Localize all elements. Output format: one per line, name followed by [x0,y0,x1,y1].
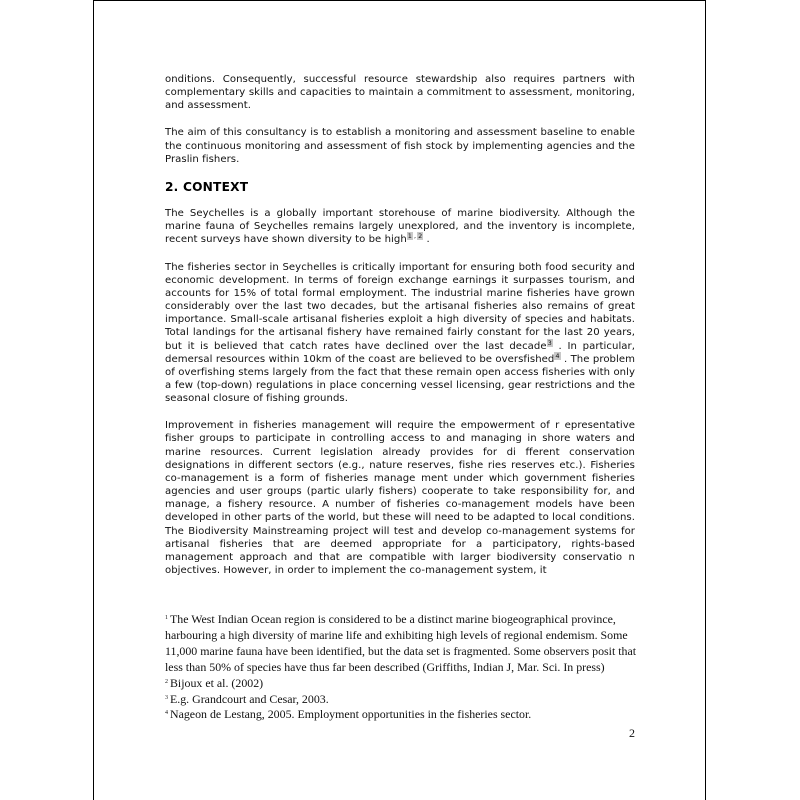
context-p2-part3: . The problem of overfishing stems largely from the fact that these remain open access fisheries with only a few (top-down) regulations in place concerning vessel licensing, gear restrictions and the seasonal closure of fishing grounds. [165,353,635,405]
section-heading: 2. CONTEXT [165,179,249,194]
context-paragraph-1 [165,207,635,246]
footnote-ref-1[interactable]: 1 [407,232,412,241]
context-p2-part1: The fisheries sector in Seychelles is critically important for ensuring both food security and economic development. In terms of foreign exchange earnings it surpasses tourism, and accounts for 15% of total formal employment. The industrial marine fisheries have grown considerably over the last two decades, but the artisanal fisheries also remains of great importance. Small-scale artisanal fisheries exploit a high diversity of species and habitats. Total landings for the artisanal fishery have remained fairly constant for the last 20 years, but it is believed that catch rates have declined over the last decade [165,261,635,352]
context-paragraph-3: Improvement in fisheries management will require the empowerment of r epresentative fisher groups to participate in controlling access to and managing in shore waters and marine resources. Current legislation already provides for di fferent conservation designations in different sectors (e.g., nature reserves, fishe ries reserves etc.). Fisheries co-management is a form of fisheries manage ment under which government fisheries agencies and user groups (partic ularly fishers) cooperate to take responsibility for, and manage, a fishery resource. A number of fisheries co-management models have been developed in other parts of the world, but these will need to be adapted to local conditions. The Biodiversity Mainstreaming project will test and develop co-management systems for artisanal fisheries that are deemed appropriate for a participatory, rights-based management approach and that are compatible with larger biodiversity conservatio n objectives. However, in order to implement the co-management system, it [165,420,635,576]
footnote-3 [165,692,640,708]
intro-paragraph-1: onditions. Consequently, successful resource stewardship also requires partners with complementary skills and capacities to maintain a commitment to assessment, monitoring, and assessment. [165,74,635,112]
page-body [165,73,635,577]
context-p2-part2: . In particular, demersal resources within 10km of the coast are believed to be oversfished [165,340,635,365]
page-number: 2 [629,726,635,740]
footnote-text-1: The West Indian Ocean region is considered to be a distinct marine biogeographical province, harbouring a high diversity of marine life and exhibiting high levels of regional endemism. Some 11,000 marine fauna have been identified, but the data set is fragmented. Some observers posit that less than 50% of species have thus far been described (Griffiths, Indian J, Mar. Sci. In press) [165,612,637,674]
footnote-1 [165,612,640,676]
footnote-text-3: E.g. Grandcourt and Cesar, 2003. [170,691,329,706]
context-p1-end: . [423,234,430,246]
footnote-ref-3[interactable]: 3 [547,338,552,347]
footnotes [165,612,640,723]
context-p1-text: The Seychelles is a globally important storehouse of marine biodiversity. Although the marine fauna of Seychelles remains largely unexplored, and the inventory is incomplete, recent surveys have shown diversity to be high [165,208,635,246]
footnote-2 [165,676,640,692]
context-paragraph-2 [165,261,635,406]
footnote-text-2: Bijoux et al. (2002) [170,675,264,690]
footnote-ref-2[interactable]: 2 [418,232,423,241]
footnote-text-4: Nageon de Lestang, 2005. Employment opportunities in the fisheries sector. [170,707,532,722]
footnote-4 [165,707,640,723]
footnote-mark-4: 4 [165,710,168,717]
footnote-mark-1: 1 [165,615,168,621]
footnote-ref-4[interactable]: 4 [555,351,560,360]
intro-paragraph-2: The aim of this consultancy is to establish a monitoring and assessment baseline to enable the continuous monitoring and assessment of fish stock by implementing agencies and the Praslin fishers. [165,127,635,165]
footnote-mark-2: 2 [165,678,168,685]
footnote-ref-separator: , [413,232,417,241]
footnote-mark-3: 3 [165,694,168,701]
